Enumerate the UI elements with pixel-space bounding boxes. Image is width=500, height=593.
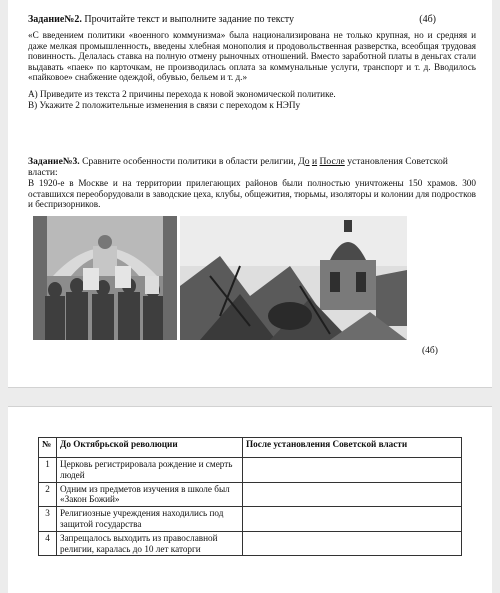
task-2 [28,14,476,110]
task-2-heading [28,14,476,26]
row-before-cell: Церковь регистрировала рождение и смерть людей [57,458,243,483]
row-number: 1 [39,458,57,483]
worksheet-page-2 [8,406,492,593]
task-2-title: Задание№2. [28,14,82,25]
task-3-before-word: До [298,156,310,167]
row-after-cell[interactable] [243,507,462,532]
task-2-score: (4б) [419,14,436,25]
task-3 [28,156,476,210]
row-number: 2 [39,482,57,507]
task-3-instruction-end: установления Советской власти: [28,156,448,178]
table-row [39,507,462,532]
column-after-header: После установления Советской власти [243,438,462,458]
table-row [39,531,462,556]
task-3-text: В 1920-е в Москве и на территории прилегающих районов были полностью уничтожены 150 храмов. 300 оставшихся переоборудовали в заводские цеха, клубы, общежития, тюрьмы, изоляторы и колонии для подростков и беспризорников. [28,178,476,210]
row-before-cell: Одним из предметов изучения в школе был «Закон Божий» [57,482,243,507]
column-before-header: До Октябрьской революции [57,438,243,458]
task-2-question-a: А) Приведите из текста 2 причины перехода к новой экономической политике. [28,88,336,99]
row-number: 3 [39,507,57,532]
task-3-and-word: и [311,156,318,167]
column-number-header: № [39,438,57,458]
task-2-question-b: В) Укажите 2 положительные изменения в связи с переходом к НЭПу [28,99,301,110]
task-3-heading [28,156,476,178]
task-3-after-word: После [319,156,345,167]
row-after-cell[interactable] [243,482,462,507]
row-before-cell: Религиозные учреждения находились под защитой государства [57,507,243,532]
procession-photo [33,216,177,340]
row-after-cell[interactable] [243,531,462,556]
ruined-church-photo-image [180,216,407,340]
task-2-instruction: Прочитайте текст и выполните задание по тексту [84,14,295,25]
row-after-cell[interactable] [243,458,462,483]
row-before-cell: Запрещалось выходить из православной религии, каралась до 10 лет каторги [57,531,243,556]
table-header-row [39,438,462,458]
procession-photo-image [33,216,177,340]
task-3-score: (4б) [422,346,438,356]
table-row [39,482,462,507]
comparison-table [38,437,462,556]
ruined-church-photo [180,216,407,340]
worksheet-page-1 [8,0,492,388]
task-2-quote: «С введением политики «военного коммунизма» была национализирована не только крупная, но и средняя и даже мелкая промышленность, введены хлебная монополия и продовольственная разверстка, всеобщая трудовая повинность. Делалась ставка на полную отмену рыночных отношений. Вместо заработной платы в деньгах стали выдавать «паек» по карточкам, не производилась оплата за коммунальные услуги, транспорт и т. д. Вводилось «пайковое» снабжение одеждой, обувью, бельем и т. д.» [28,30,476,83]
task-3-title: Задание№3. [28,156,80,167]
task-3-instruction-start: Сравните особенности политики в области религии, [82,156,296,167]
table-row [39,458,462,483]
row-number: 4 [39,531,57,556]
